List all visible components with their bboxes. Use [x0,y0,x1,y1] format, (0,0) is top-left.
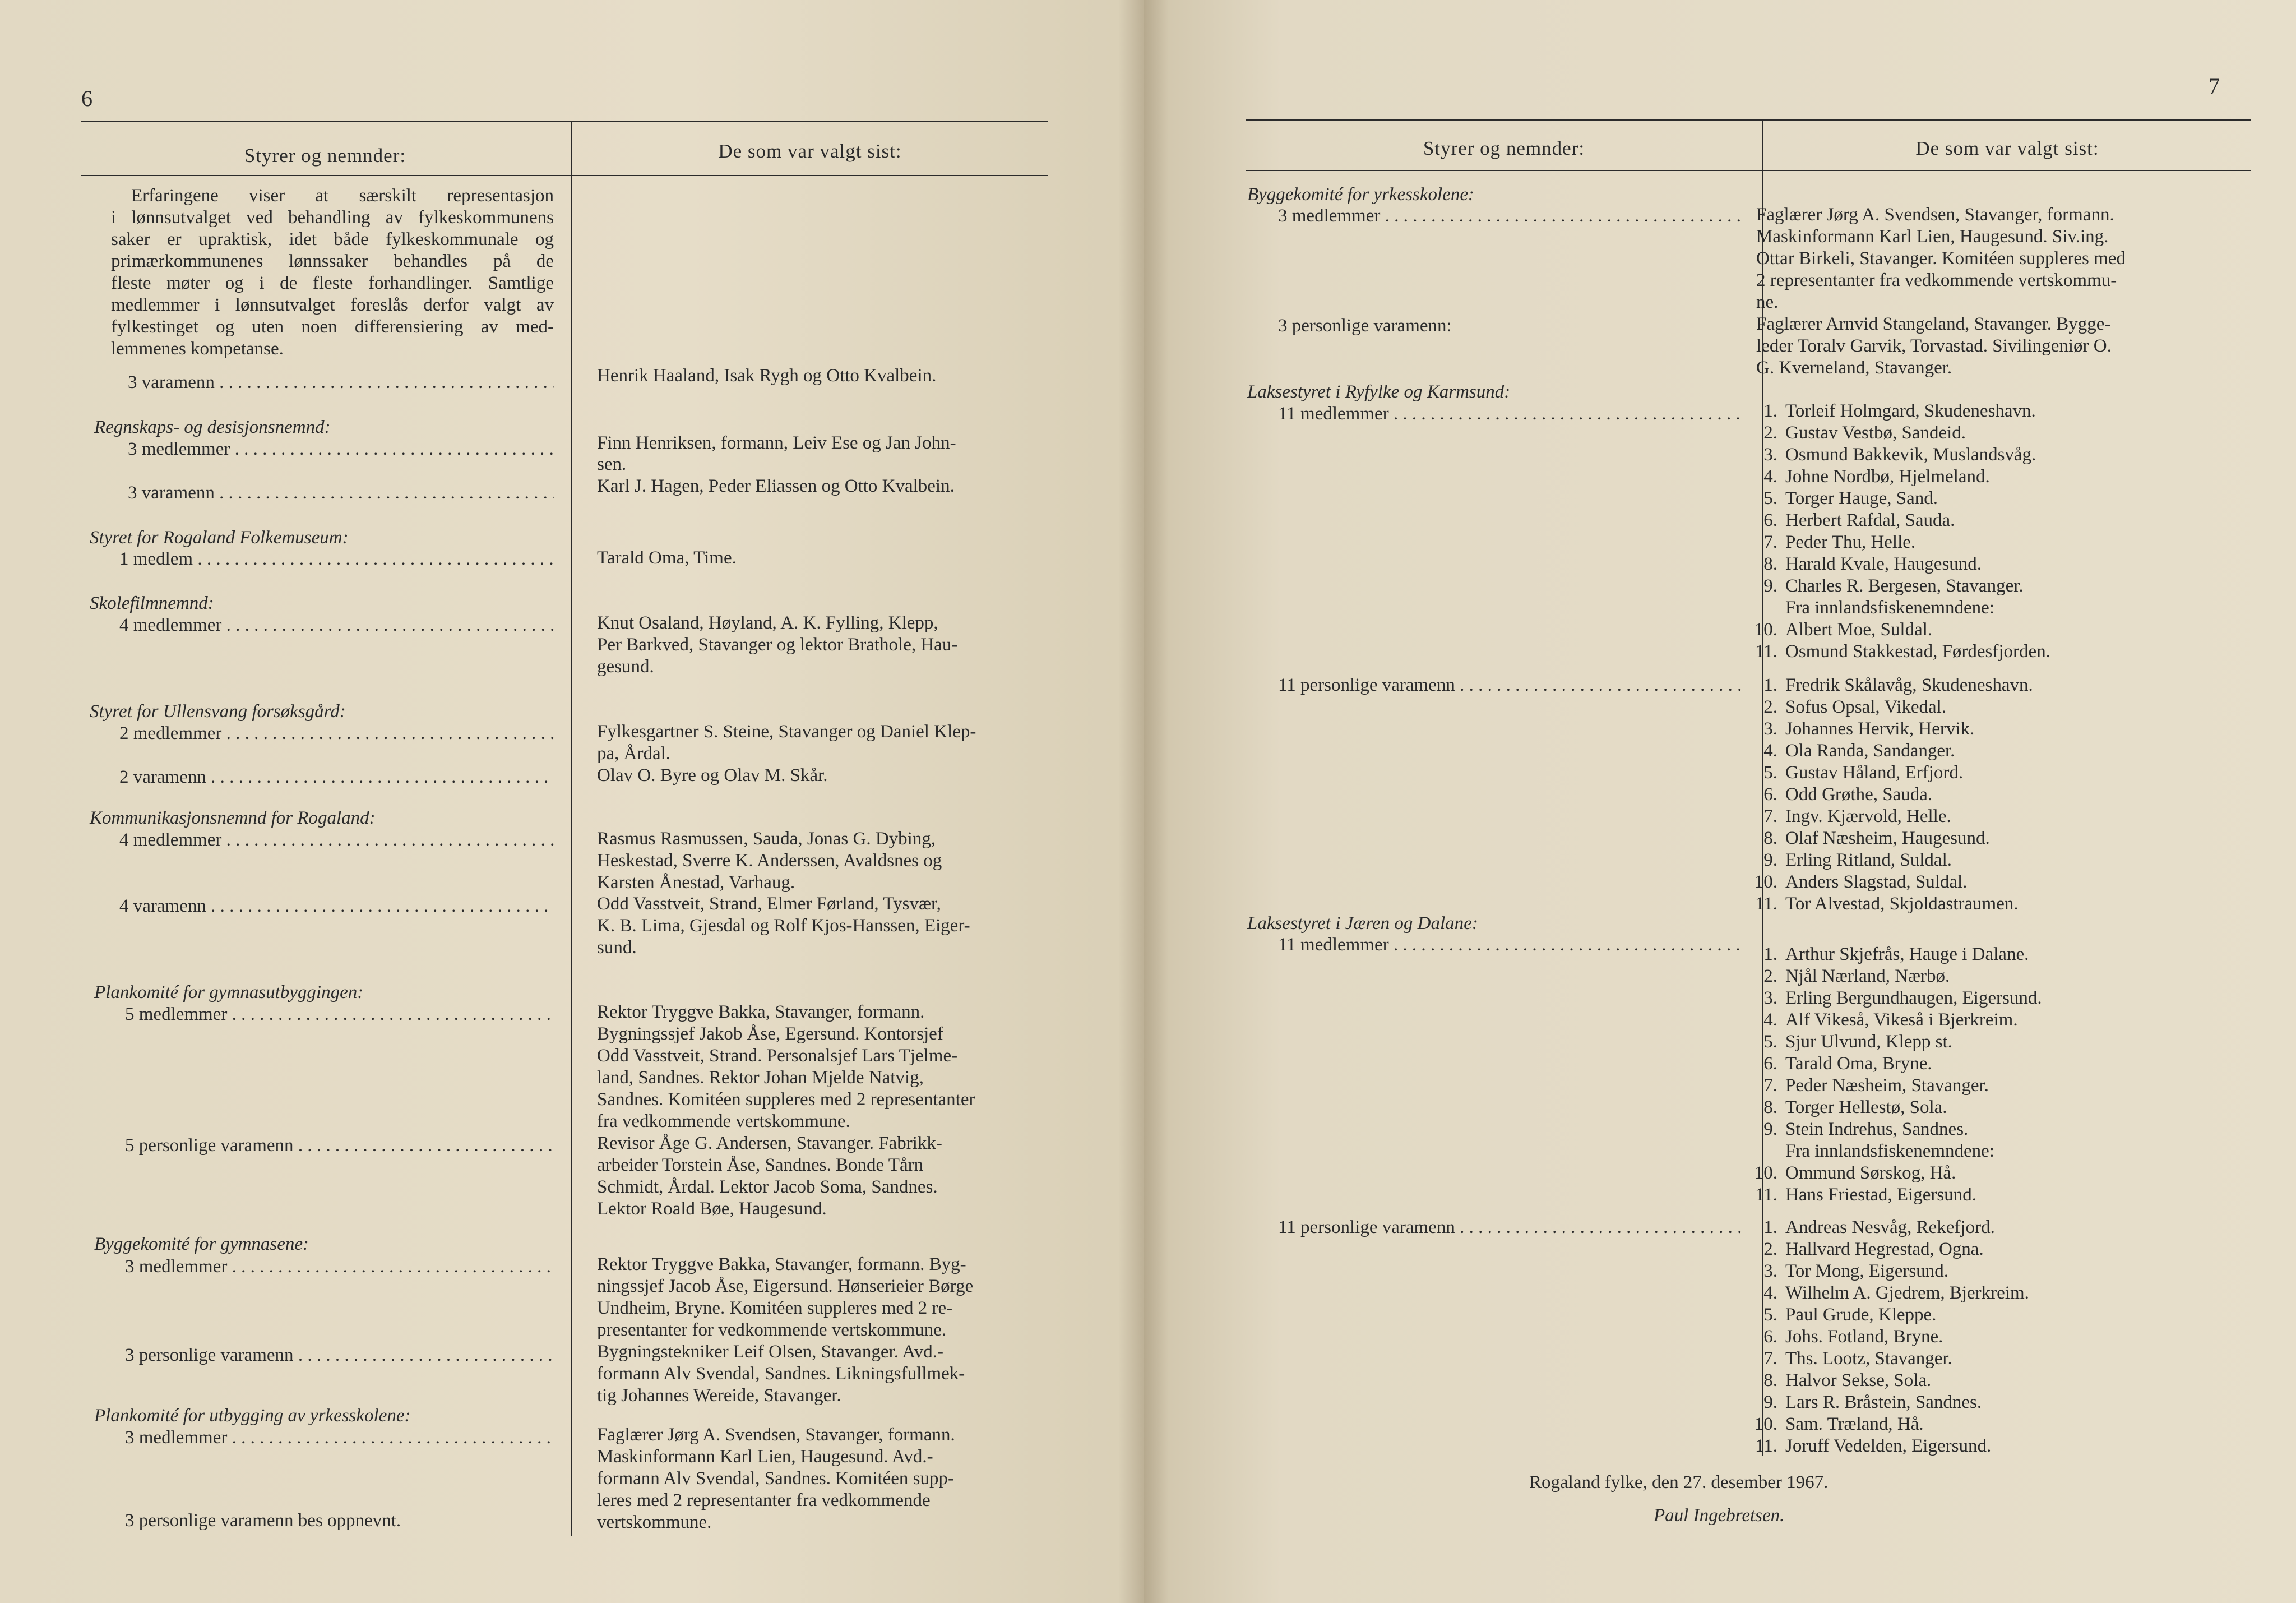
entry-names: Fylkesgartner S. Steine, Stavanger og Daniel Klep- [597,722,976,742]
list-item-name: Gustav Håland, Erfjord. [1785,763,1964,783]
list-item [1752,987,2042,1009]
list-item [1752,400,2036,422]
list-item-number: 3. [1763,988,1777,1008]
section-title: Byggekomité for gymnasene: [94,1234,309,1254]
entry-names: ne. [1756,292,1779,312]
list-item-number: 1. [1763,401,1777,421]
list-item [1752,597,1994,619]
list-item [1752,510,1955,532]
list-item [1752,1009,2018,1031]
page-number: 6 [81,86,92,111]
list-item-number: 4. [1763,466,1777,487]
list-item-number: 10. [1754,1414,1777,1434]
intro-line: Erfaringene viser at særskilt representasjon [131,186,554,206]
entry-names: Odd Vasstveit, Strand, Elmer Førland, Tysvær, [597,894,941,914]
list-item-name: Tarald Oma, Bryne. [1785,1054,1932,1074]
intro-line: i lønnsutvalget ved behandling av fylkeskommunens [111,207,554,228]
list-item-name: Gustav Vestbø, Sandeid. [1785,423,1966,443]
list-item-number: 6. [1763,784,1777,805]
list-item-name: Paul Grude, Kleppe. [1785,1305,1937,1325]
entry-names: Henrik Haaland, Isak Rygh og Otto Kvalbein. [597,366,937,386]
list-item [1752,1053,1932,1075]
table-header-rule [1246,170,2251,171]
table-top-rule [1246,119,2251,121]
list-item [1752,466,1990,488]
column-header-boards: Styrer og nemnder: [244,145,406,167]
list-item-number: 11. [1755,894,1777,914]
entry-names: pa, Årdal. [597,743,671,764]
list-item [1752,553,1982,575]
entry-names: Karsten Ånestad, Varhaug. [597,872,795,893]
entry-names: Schmidt, Årdal. Lektor Jacob Soma, Sandnes. [597,1177,938,1197]
list-item-name: Fredrik Skålavåg, Skudeneshavn. [1785,675,2033,695]
entry-names: Olav O. Byre og Olav M. Skår. [597,765,828,786]
list-item-name: Ola Randa, Sandanger. [1785,741,1955,761]
list-item-name: Sjur Ulvund, Klepp st. [1785,1032,1952,1052]
list-item [1752,1075,1989,1097]
list-item-number: 4. [1763,1010,1777,1030]
section-title: Plankomité for utbygging av yrkesskolene: [94,1406,411,1426]
entry-names: gesund. [597,657,654,677]
list-item [1752,619,1932,641]
entry-label: 11 medlemmer . . . [1278,934,1743,956]
list-item-name: Ommund Sørskog, Hå. [1785,1163,1956,1183]
list-item [1752,1413,1924,1435]
entry-names: vertskommune. [597,1512,712,1532]
intro-line: fylkestinget og uten noen differensiering av med- [111,317,554,337]
list-item [1752,1348,1952,1370]
list-item-name: Torger Hellestø, Sola. [1785,1097,1947,1117]
list-item-name: Halvor Sekse, Sola. [1785,1370,1932,1391]
list-item [1752,532,1915,553]
entry-names: Lektor Roald Bøe, Haugesund. [597,1199,827,1219]
list-item-number: 5. [1763,1032,1777,1052]
list-item-name: Erling Bergundhaugen, Eigersund. [1785,988,2042,1008]
list-item-name: Ingv. Kjærvold, Helle. [1785,806,1951,826]
entry-label: 3 medlemmer . . . [125,1256,554,1278]
entry-names: Revisor Åge G. Andersen, Stavanger. Fabrikk- [597,1133,942,1153]
list-item [1752,966,1950,987]
entry-label: 3 varamenn . . . [128,482,554,504]
entry-names: 2 representanter fra vedkommende vertskommu- [1756,270,2117,290]
list-item-name: Osmund Stakkestad, Førdesfjorden. [1785,641,2050,662]
entry-names: Maskinformann Karl Lien, Haugesund. Siv.ing. [1756,227,2109,247]
entry-names: sen. [597,454,627,474]
list-item [1752,1217,1995,1239]
entry-label: 2 medlemmer . . . [119,723,554,745]
section-title: Regnskaps- og desisjonsnemnd: [94,417,331,437]
list-item-name: Olaf Næsheim, Haugesund. [1785,828,1990,848]
intro-paragraph [111,185,554,360]
list-item-number: 8. [1763,554,1777,574]
list-item-number: 2. [1763,423,1777,443]
list-item [1752,1097,1947,1119]
list-item-number: 6. [1763,1054,1777,1074]
list-item-name: Ths. Lootz, Stavanger. [1785,1348,1952,1369]
intro-line: lemmenes kompetanse. [111,339,284,359]
list-item-number: 10. [1754,872,1777,892]
signature-name: Paul Ingebretsen. [1654,1505,1785,1526]
list-item-number: 1. [1763,944,1777,964]
list-item-name: Peder Thu, Helle. [1785,532,1916,552]
entry-names: Odd Vasstveit, Strand. Personalsjef Lars Tjelme- [597,1046,958,1066]
list-item-name: Peder Næsheim, Stavanger. [1785,1075,1989,1096]
list-item [1752,1435,1991,1457]
list-item-number: 5. [1763,763,1777,783]
entry-label: 3 personlige varamenn . . . [125,1345,554,1366]
entry-label: 4 medlemmer . . . [119,615,554,636]
section-title: Laksestyret i Jæren og Dalane: [1247,913,1478,934]
entry-label: 3 varamenn . . . [128,372,554,394]
entry-label: 5 medlemmer . . . [125,1004,554,1025]
entry-names: formann Alv Svendal, Sandnes. Komitéen supp- [597,1468,954,1489]
list-item [1752,1162,1956,1184]
entry-label: 4 varamenn . . . [119,895,554,917]
entry-names: Maskinformann Karl Lien, Haugesund. Avd.- [597,1447,933,1467]
entry-label: 5 personlige varamenn . . . [125,1135,554,1157]
list-item-name: Tor Mong, Eigersund. [1785,1261,1948,1281]
list-item-number: 7. [1763,806,1777,826]
section-title: Styret for Rogaland Folkemuseum: [90,528,349,548]
list-item-number: 5. [1763,488,1777,509]
entry-label: 11 personlige varamenn . . . [1278,1217,1743,1239]
signoff-place-date: Rogaland fylke, den 27. desember 1967. [1529,1472,1829,1493]
list-item-name: Harald Kvale, Haugesund. [1785,554,1982,574]
entry-names: Rektor Tryggve Bakka, Stavanger, formann. Byg- [597,1254,966,1274]
list-item [1752,740,1955,762]
list-item-name: Fra innlandsfiskenemndene: [1785,598,1994,618]
list-item [1752,641,2050,663]
column-header-boards: Styrer og nemnder: [1423,137,1585,159]
list-item-number: 8. [1763,828,1777,848]
entry-names: leder Toralv Garvik, Torvastad. Sivilingeniør O. [1756,336,2112,356]
list-item [1752,893,2019,915]
list-item [1752,444,2036,466]
list-item [1752,828,1990,849]
list-item-number: 2. [1763,697,1777,717]
list-item-number: 6. [1763,510,1777,530]
entry-names: land, Sandnes. Rektor Johan Mjelde Natvig, [597,1068,924,1088]
list-item [1752,849,1952,871]
entry-names: Heskestad, Sverre K. Anderssen, Avaldsnes og [597,851,942,871]
list-item-name: Torger Hauge, Sand. [1785,488,1938,509]
entry-names: Faglærer Jørg A. Svendsen, Stavanger, formann. [597,1425,955,1445]
list-item [1752,871,1967,893]
list-item-name: Arthur Skjefrås, Hauge i Dalane. [1785,944,2029,964]
list-item-number: 9. [1763,1392,1777,1412]
list-item-number: 2. [1763,966,1777,986]
list-item-name: Anders Slagstad, Suldal. [1785,872,1968,892]
entry-names: arbeider Torstein Åse, Sandnes. Bonde Tårn [597,1155,924,1175]
list-item-name: Sam. Træland, Hå. [1785,1414,1924,1434]
section-title: Laksestyret i Ryfylke og Karmsund: [1247,382,1511,402]
list-item-name: Herbert Rafdal, Sauda. [1785,510,1955,530]
list-item-number: 8. [1763,1097,1777,1117]
list-item [1752,718,1974,740]
entry-names: tig Johannes Wereide, Stavanger. [597,1385,841,1406]
entry-label: 3 medlemmer . . . [125,1427,554,1449]
entry-names: Undheim, Bryne. Komitéen suppleres med 2 re- [597,1298,953,1318]
list-item [1752,575,2024,597]
list-item-number: 1. [1763,675,1777,695]
list-item-name: Joruff Vedelden, Eigersund. [1785,1436,1992,1456]
list-item-name: Andreas Nesvåg, Rekefjord. [1785,1217,1995,1237]
entry-label: 3 personlige varamenn: [1278,316,1452,336]
list-item-name: Erling Ritland, Suldal. [1785,850,1952,870]
list-item-number: 8. [1763,1370,1777,1391]
list-item-number: 9. [1763,850,1777,870]
entry-names: presentanter for vedkommende vertskommune. [597,1320,947,1340]
list-item-name: Wilhelm A. Gjedrem, Bjerkreim. [1785,1283,2029,1303]
list-item [1752,1370,1931,1392]
entry-names: K. B. Lima, Gjesdal og Rolf Kjos-Hanssen, Eiger- [597,916,970,936]
list-item [1752,675,2033,696]
entry-names: Finn Henriksen, formann, Leiv Ese og Jan John- [597,433,956,453]
page-number: 7 [2209,73,2220,99]
section-title: Styret for Ullensvang forsøksgård: [90,701,346,722]
list-item [1752,488,1938,510]
intro-line: primærkommunenes lønnssaker behandles på de [111,251,554,271]
list-item [1752,1326,1943,1348]
list-item-number: 11. [1755,1185,1777,1205]
list-item [1752,1119,1968,1140]
list-item-name: Osmund Bakkevik, Muslandsvåg. [1785,445,2036,465]
intro-line: fleste møter og i de fleste forhandlinger. Samtlige [111,273,554,293]
entry-names: Bygningstekniker Leif Olsen, Stavanger. Avd.- [597,1342,944,1362]
list-item [1752,806,1951,828]
column-header-elected: De som var valgt sist: [718,140,902,162]
section-title: Kommunikasjonsnemnd for Rogaland: [90,808,376,828]
list-item-number: 4. [1763,1283,1777,1303]
entry-label: 3 medlemmer . . . [128,438,554,460]
column-header-elected: De som var valgt sist: [1915,137,2099,159]
list-item-name: Johs. Fotland, Bryne. [1785,1327,1943,1347]
list-item-name: Johannes Hervik, Hervik. [1785,719,1975,739]
list-item-number: 3. [1763,719,1777,739]
entry-names: Karl J. Hagen, Peder Eliassen og Otto Kvalbein. [597,476,955,496]
list-item [1752,784,1932,806]
list-item-name: Hans Friestad, Eigersund. [1785,1185,1976,1205]
list-item-number: 6. [1763,1327,1777,1347]
list-item-number: 11. [1755,641,1777,662]
entry-label: 11 medlemmer . . . [1278,403,1743,425]
section-title: Skolefilmnemnd: [90,593,214,613]
entry-names: Faglærer Arnvid Stangeland, Stavanger. Bygge- [1756,314,2111,334]
list-item-name: Alf Vikeså, Vikeså i Bjerkreim. [1785,1010,2018,1030]
list-item-number: 1. [1763,1217,1777,1237]
entry-label: 3 medlemmer . . . [1278,205,1743,227]
list-item [1752,1239,1984,1260]
entry-label: 3 personlige varamenn bes oppnevnt. [125,1510,401,1531]
left-page [0,0,1144,1603]
right-page [1144,0,2296,1603]
list-item-number: 9. [1763,576,1777,596]
list-item [1752,422,1966,444]
list-item [1752,1184,1976,1206]
book-gutter [1118,0,1169,1603]
column-divider [571,121,572,1536]
entry-names: fra vedkommende vertskommune. [597,1111,850,1131]
list-item-name: Stein Indrehus, Sandnes. [1785,1119,1969,1139]
list-item-name: Sofus Opsal, Vikedal. [1785,697,1947,717]
section-title: Byggekomité for yrkesskolene: [1247,184,1474,205]
entry-names: formann Alv Svendal, Sandnes. Likningsfullmek- [597,1364,965,1384]
list-item-name: Hallvard Hegrestad, Ogna. [1785,1239,1984,1259]
list-item [1752,1304,1936,1326]
list-item-number: 7. [1763,1075,1777,1096]
entry-label: 1 medlem . . . [119,548,554,570]
entry-names: G. Kverneland, Stavanger. [1756,358,1952,378]
entry-names: ningssjef Jacob Åse, Eigersund. Hønserieier Børge [597,1276,974,1296]
list-item [1752,1392,1982,1413]
list-item-number: 3. [1763,445,1777,465]
entry-names: sund. [597,937,637,958]
list-item-name: Odd Grøthe, Sauda. [1785,784,1933,805]
list-item-number: 3. [1763,1261,1777,1281]
entry-names: Bygningssjef Jakob Åse, Egersund. Kontorsjef [597,1024,943,1044]
list-item-number: 7. [1763,1348,1777,1369]
list-item [1752,1140,1994,1162]
entry-names: Sandnes. Komitéen suppleres med 2 representanter [597,1089,975,1110]
list-item [1752,1260,1948,1282]
entry-label: 4 medlemmer . . . [119,829,554,851]
list-item-number: 2. [1763,1239,1777,1259]
list-item-number: 4. [1763,741,1777,761]
list-item-number: 5. [1763,1305,1777,1325]
list-item [1752,1282,2029,1304]
table-top-rule [81,121,1048,122]
list-item-name: Johne Nordbø, Hjelmeland. [1785,466,1990,487]
entry-label: 11 personlige varamenn . . . [1278,675,1743,696]
entry-names: Tarald Oma, Time. [597,548,737,568]
entry-names: Rasmus Rasmussen, Sauda, Jonas G. Dybing, [597,829,936,849]
list-item [1752,944,2029,966]
intro-line: saker er upraktisk, idet både fylkeskommunale og [111,229,554,250]
entry-names: Faglærer Jørg A. Svendsen, Stavanger, formann. [1756,205,2114,225]
list-item [1752,1031,1952,1053]
list-item [1752,762,1963,784]
list-item-number: 11. [1755,1436,1777,1456]
list-item-name: Torleif Holmgard, Skudeneshavn. [1785,401,2036,421]
list-item-name: Lars R. Bråstein, Sandnes. [1785,1392,1982,1412]
list-item-number: 9. [1763,1119,1777,1139]
intro-line: medlemmer i lønnsutvalget foreslås derfor valgt av [111,295,554,315]
list-item-name: Tor Alvestad, Skjoldastraumen. [1785,894,2019,914]
table-header-rule [81,175,1048,176]
section-title: Plankomité for gymnasutbyggingen: [94,982,364,1003]
list-item-name: Charles R. Bergesen, Stavanger. [1785,576,2024,596]
list-item-name: Albert Moe, Suldal. [1785,620,1933,640]
entry-names: Rektor Tryggve Bakka, Stavanger, formann. [597,1002,925,1022]
list-item-number: 7. [1763,532,1777,552]
list-item-name: Njål Nærland, Nærbø. [1785,966,1950,986]
list-item-number: 10. [1754,1163,1777,1183]
list-item [1752,696,1946,718]
entry-names: Knut Osaland, Høyland, A. K. Fylling, Klepp, [597,613,938,633]
entry-label: 2 varamenn . . . [119,766,554,788]
list-item-number: 10. [1754,620,1777,640]
entry-names: Ottar Birkeli, Stavanger. Komitéen suppleres med [1756,248,2126,269]
entry-names: Per Barkved, Stavanger og lektor Brathole, Hau- [597,635,958,655]
entry-names: leres med 2 representanter fra vedkommende [597,1490,931,1510]
list-item-name: Fra innlandsfiskenemndene: [1785,1141,1994,1161]
